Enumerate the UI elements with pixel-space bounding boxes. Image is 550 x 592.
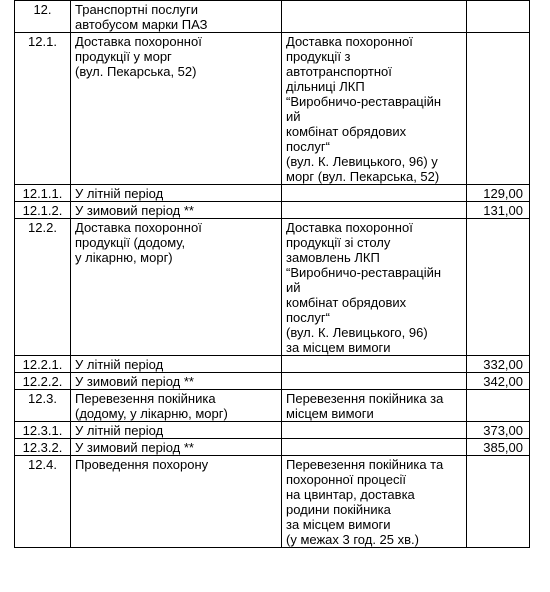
service-price	[467, 456, 530, 548]
tariff-table	[14, 0, 530, 548]
row-number: 12.1.1.	[15, 185, 71, 202]
table-row	[15, 456, 530, 548]
service-name: У літній період	[71, 356, 282, 373]
service-description	[282, 185, 467, 202]
service-price	[467, 219, 530, 356]
row-number: 12.1.	[15, 33, 71, 185]
service-name: Доставка похоронної продукції (додому, у лікарню, морг)	[71, 219, 282, 356]
row-number: 12.3.2.	[15, 439, 71, 456]
service-price: 131,00	[467, 202, 530, 219]
service-description	[282, 422, 467, 439]
table-row	[15, 356, 530, 373]
service-description: Доставка похоронної продукції зі столу замовлень ЛКП “Виробничо-реставраційн ий комбінат обрядових послуг“ (вул. К. Левицького, 96) за місцем вимоги	[282, 219, 467, 356]
service-price	[467, 1, 530, 33]
service-name: У літній період	[71, 422, 282, 439]
service-description: Доставка похоронної продукції з автотранспортної дільниці ЛКП “Виробничо-реставраційн ий комбінат обрядових послуг“ (вул. К. Левицького, 96) у морг (вул. Пекарська, 52)	[282, 33, 467, 185]
service-name: Транспортні послуги автобусом марки ПАЗ	[71, 1, 282, 33]
service-description: Перевезення покійника та похоронної процесії на цвинтар, доставка родини покійника за місцем вимоги (у межах 3 год. 25 хв.)	[282, 456, 467, 548]
service-price: 129,00	[467, 185, 530, 202]
service-price	[467, 33, 530, 185]
service-description	[282, 202, 467, 219]
service-description	[282, 1, 467, 33]
table-row	[15, 390, 530, 422]
service-name: Доставка похоронної продукції у морг (вул. Пекарська, 52)	[71, 33, 282, 185]
service-name: У зимовий період **	[71, 373, 282, 390]
row-number: 12.2.1.	[15, 356, 71, 373]
table-row	[15, 202, 530, 219]
table-row	[15, 422, 530, 439]
service-price: 385,00	[467, 439, 530, 456]
table-row	[15, 33, 530, 185]
service-name: У зимовий період **	[71, 202, 282, 219]
row-number: 12.2.2.	[15, 373, 71, 390]
table-row	[15, 1, 530, 33]
service-description	[282, 356, 467, 373]
row-number: 12.1.2.	[15, 202, 71, 219]
service-description	[282, 439, 467, 456]
table-row	[15, 219, 530, 356]
row-number: 12.3.	[15, 390, 71, 422]
row-number: 12.4.	[15, 456, 71, 548]
service-price: 342,00	[467, 373, 530, 390]
service-name: Перевезення покійника (додому, у лікарню, морг)	[71, 390, 282, 422]
service-description	[282, 373, 467, 390]
table-row	[15, 373, 530, 390]
service-price	[467, 390, 530, 422]
service-description: Перевезення покійника за місцем вимоги	[282, 390, 467, 422]
service-price: 332,00	[467, 356, 530, 373]
service-price: 373,00	[467, 422, 530, 439]
row-number: 12.3.1.	[15, 422, 71, 439]
table-row	[15, 439, 530, 456]
service-name: Проведення похорону	[71, 456, 282, 548]
service-name: У зимовий період **	[71, 439, 282, 456]
table-row	[15, 185, 530, 202]
service-name: У літній період	[71, 185, 282, 202]
row-number: 12.	[15, 1, 71, 33]
row-number: 12.2.	[15, 219, 71, 356]
